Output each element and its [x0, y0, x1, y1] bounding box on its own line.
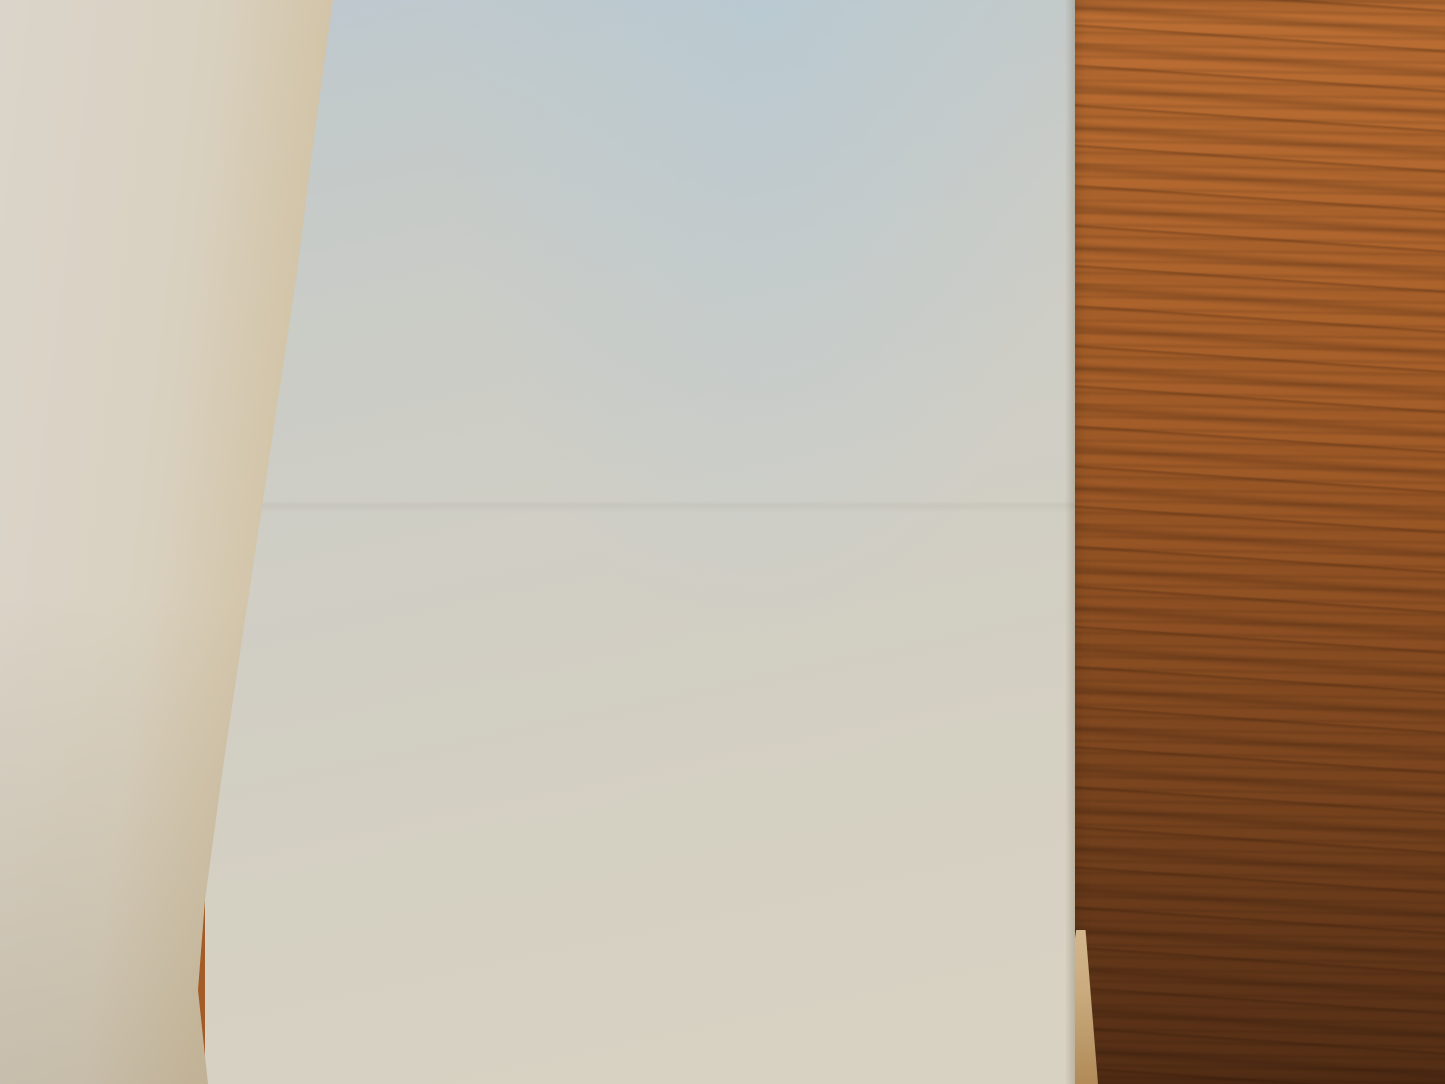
table-of-contents	[325, 88, 1025, 136]
wood-table-surface	[1060, 0, 1445, 1084]
